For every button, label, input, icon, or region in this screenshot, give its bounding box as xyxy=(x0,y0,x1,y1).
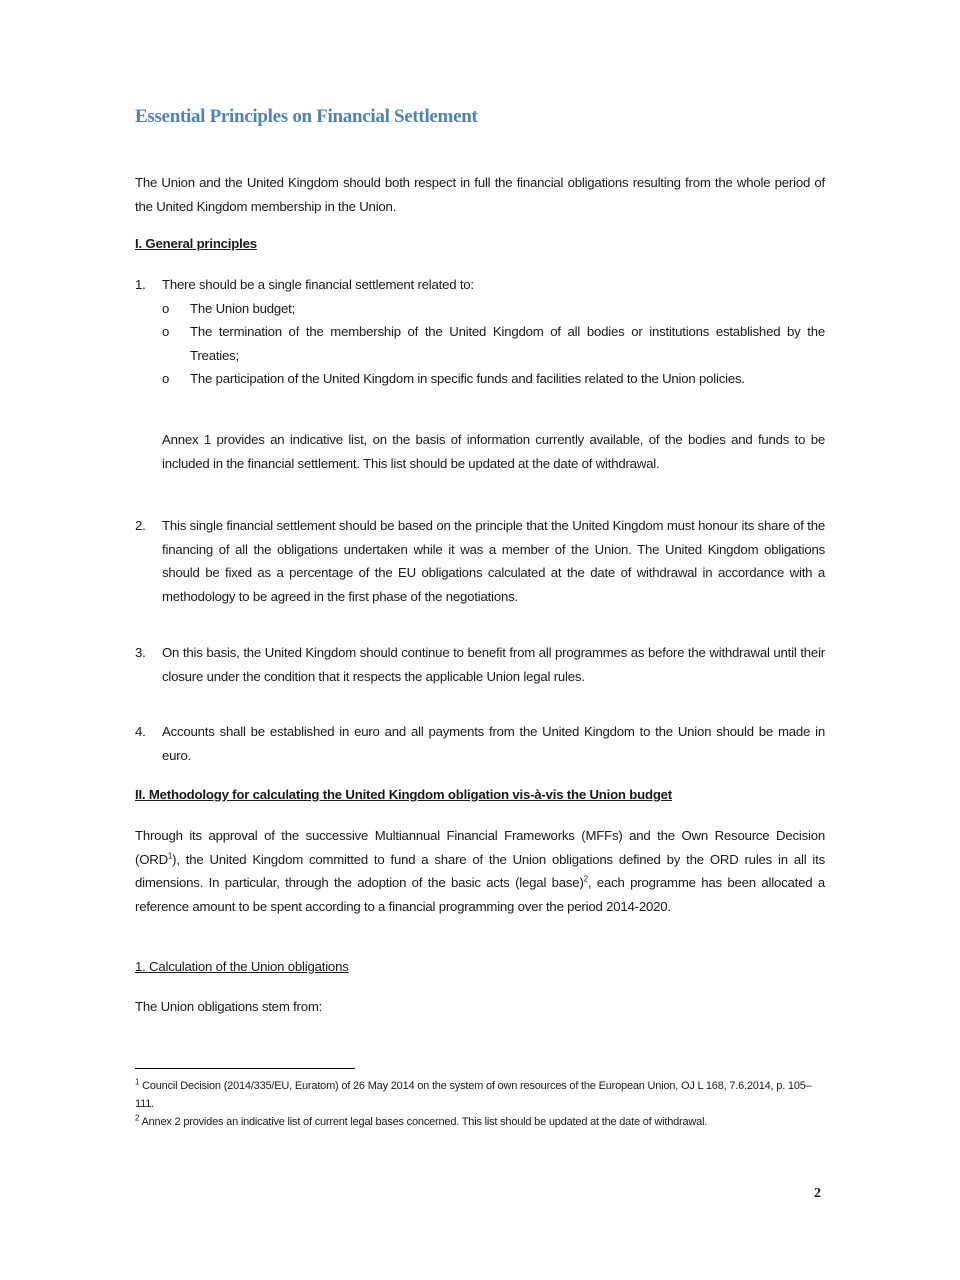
obligations-intro-text: The Union obligations stem from: xyxy=(135,999,323,1014)
subheading-calculation: 1. Calculation of the Union obligations xyxy=(135,959,349,974)
bullet-item xyxy=(135,297,825,321)
item-text: There should be a single financial settlement related to: xyxy=(162,277,474,292)
item-number: 3. xyxy=(135,645,146,660)
annex-note-paragraph: Annex 1 provides an indicative list, on the basis of information currently available, of the bodies and funds to be included in the financial settlement. This list should be updated at the date of withdrawal. xyxy=(162,432,825,471)
methodology-paragraph: Through its approval of the successive Multiannual Financial Frameworks (MFFs) and the Own Resource Decision (ORD$^1$), the United Kingdom committed to fund a share of the Union obligations defined by the ORD rules in all its dimensions. In particular, through the adoption of the basic acts (legal base)$^2$, each programme has been allocated a reference amount to be spent according to a financial programming over the period 2014-2020. xyxy=(135,828,825,914)
numbered-item-4 xyxy=(135,720,825,767)
item-text: Accounts shall be established in euro and all payments from the United Kingdom to the Union should be made in euro. xyxy=(162,724,825,763)
bullet-list xyxy=(135,297,825,391)
item-number: 4. xyxy=(135,724,146,739)
bullet-text: The Union budget; xyxy=(190,300,296,316)
circle-bullet-icon: o xyxy=(162,300,170,316)
item-number: 2. xyxy=(135,518,146,533)
circle-bullet-icon: o xyxy=(162,371,170,386)
document-title: Essential Principles on Financial Settlement xyxy=(135,106,478,127)
footnote-ref-2: 2 xyxy=(583,874,588,884)
footnote-separator xyxy=(135,1068,355,1069)
bullet-text: The participation of the United Kingdom in specific funds and facilities related to the Union policies. xyxy=(190,371,745,386)
section-heading-general-principles: I. General principles xyxy=(135,236,257,251)
section-heading-methodology: II. Methodology for calculating the United Kingdom obligation vis-à-vis the Union budget xyxy=(135,787,673,802)
footnote-2: $^2$ Annex 2 provides an indicative list of current legal bases concerned. This list should be updated at the date of withdrawal. xyxy=(135,1113,708,1128)
item-text: On this basis, the United Kingdom should continue to benefit from all programmes as before the withdrawal until their closure under the condition that it respects the applicable Union legal rules. xyxy=(162,645,825,684)
footnote-ref-1: 1 xyxy=(167,851,173,861)
item-number: 1. xyxy=(135,277,146,292)
numbered-item-2 xyxy=(135,514,825,608)
bullet-text: The termination of the membership of the United Kingdom of all bodies or institutions established by the Treaties; xyxy=(190,324,825,363)
bullet-item xyxy=(135,367,825,391)
bullet-item xyxy=(135,320,825,367)
item-text: This single financial settlement should be based on the principle that the United Kingdom must honour its share of the financing of all the obligations undertaken while it was a member of the Union. The United Kingdom obligations should be fixed as a percentage of the EU obligations calculated at the date of withdrawal in accordance with a methodology to be agreed in the first phase of the negotiations. xyxy=(162,518,825,604)
intro-paragraph: The Union and the United Kingdom should both respect in full the financial obligations resulting from the whole period of the United Kingdom membership in the Union. xyxy=(135,175,825,214)
circle-bullet-icon: o xyxy=(162,324,170,339)
footnote-1: $^1$ Council Decision (2014/335/EU, Euratom) of 26 May 2014 on the system of own resources of the European Union, OJ L 168, 7.6.2014, p. 105–111. xyxy=(135,1077,812,1110)
footnotes xyxy=(135,1077,825,1131)
numbered-item-3 xyxy=(135,641,825,688)
numbered-item-1 xyxy=(135,273,825,391)
page-number: 2 xyxy=(814,1186,821,1201)
